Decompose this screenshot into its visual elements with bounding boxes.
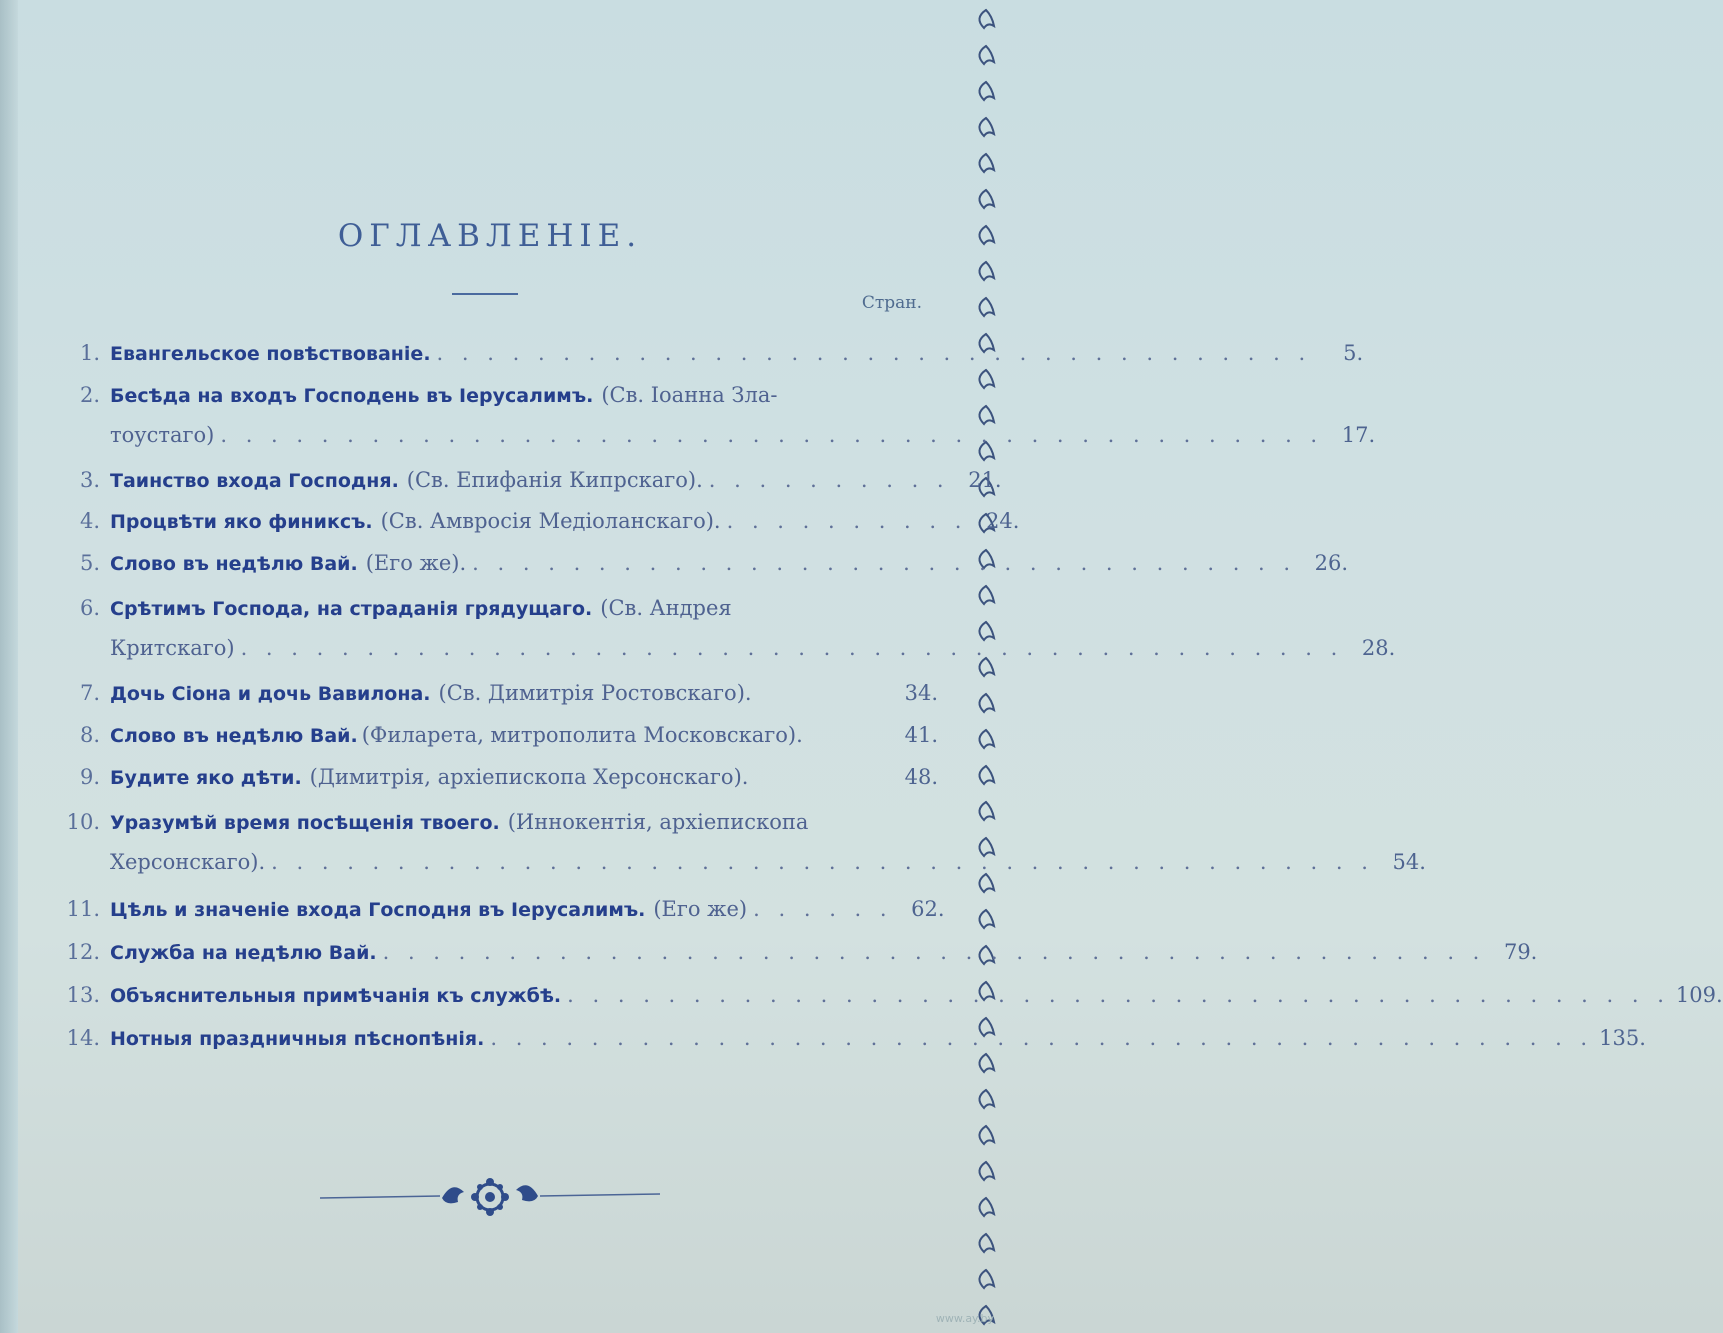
dot-leader: . . . . . . . . . . . . . . . . . . . . . . . . . . . . . . . . . xyxy=(472,551,1297,575)
tailpiece-ornament xyxy=(320,1168,660,1228)
border-motif xyxy=(979,1234,994,1252)
entry-page: 135. xyxy=(1599,1026,1646,1050)
entry-title: Процвѣти яко финиксъ. xyxy=(110,511,373,533)
entry-page: 62. xyxy=(911,897,945,921)
entry-title: Евангельское повѣствованіе. xyxy=(110,343,431,365)
entry-number: 10. xyxy=(66,810,100,834)
entry-title: Служба на недѣлю Вай. xyxy=(110,942,377,964)
toc-entry-2 xyxy=(48,375,1376,455)
entry-source: (Его же). xyxy=(365,551,467,575)
entry-page: 5. xyxy=(1343,341,1364,365)
toc-entry-13 xyxy=(48,975,1723,1015)
page-title: ОГЛАВЛЕНІЕ. xyxy=(337,218,643,254)
title-rule xyxy=(452,293,518,295)
entry-number: 14. xyxy=(66,1026,100,1050)
border-motif xyxy=(979,10,994,28)
entry-source: (Св. Епифанія Кипрскаго). xyxy=(406,468,703,492)
border-motif xyxy=(979,694,994,712)
entry-source: (Филарета, митрополита Московскаго). xyxy=(361,723,803,747)
dot-leader: . . . . . . . . . . . . . . . . . . . . . . . . . . . . . . . . . . . . . . . . . . . . xyxy=(271,850,1374,874)
entry-number: 1. xyxy=(79,341,100,365)
border-motif xyxy=(979,1198,994,1216)
entry-page: 28. xyxy=(1361,636,1396,660)
toc-entry-3 xyxy=(48,460,1002,500)
entry-title: Дочь Сіона и дочь Вавилона. xyxy=(110,683,431,705)
entry-title: Будите яко дѣти. xyxy=(110,767,302,789)
entry-page: 54. xyxy=(1392,850,1426,874)
entry-page: 48. xyxy=(904,765,938,789)
border-motif xyxy=(979,1090,994,1108)
entry-page: 24. xyxy=(986,509,1020,533)
entry-page: 79. xyxy=(1503,940,1538,964)
toc-entry-9 xyxy=(48,757,938,797)
border-motif xyxy=(979,802,994,820)
entry-title: Таинство входа Господня. xyxy=(110,470,399,492)
entry-source: (Св. Іоанна Зла- xyxy=(601,383,778,407)
entry-title: Бесѣда на входъ Господень въ Іерусалимъ. xyxy=(110,385,594,407)
border-motif xyxy=(979,82,994,100)
dot-leader: . . . . . . . . . . . . . . . . . . . . . . . . . . . . . . . . . . . . . . . . . . . . xyxy=(490,1026,1594,1050)
dot-leader: . . . . . . . . . . xyxy=(726,509,968,533)
toc-entry-12 xyxy=(48,932,1538,972)
border-motif xyxy=(979,118,994,136)
entry-page: 34. xyxy=(904,681,938,705)
entry-source-cont: тоустаго) xyxy=(110,423,215,447)
border-motif xyxy=(979,262,994,280)
entry-source: (Его же) xyxy=(653,897,748,921)
entry-number: 5. xyxy=(79,551,100,575)
border-motif xyxy=(979,586,994,604)
toc-entry-4 xyxy=(48,501,1020,541)
border-motif xyxy=(979,766,994,784)
border-motif xyxy=(979,298,994,316)
border-motif xyxy=(979,1162,994,1180)
border-motif xyxy=(979,226,994,244)
toc-entry-8 xyxy=(48,715,938,755)
entry-title: Слово въ недѣлю Вай. xyxy=(110,553,358,575)
border-motif xyxy=(979,730,994,748)
dot-leader: . . . . . . . . . . . . . . . . . . . . . . . . . . . . . . . . . . . . . . . . . . . . xyxy=(240,636,1344,660)
entry-source-cont: Херсонскаго). xyxy=(110,850,266,874)
dot-leader: . . . . . . . . . . . . . . . . . . . . . . . . . . . . . . . . . . . xyxy=(436,341,1312,365)
border-motif xyxy=(979,1270,994,1288)
dot-leader: . . . . . . xyxy=(753,897,893,921)
toc-entry-14 xyxy=(48,1018,1646,1058)
entry-number: 6. xyxy=(79,596,100,620)
entry-source: (Св. Амвросія Медіоланскаго). xyxy=(380,509,721,533)
page-column-header: Стран. xyxy=(861,293,922,313)
entry-number: 13. xyxy=(66,983,100,1007)
toc-entry-1 xyxy=(48,333,1364,373)
entry-number: 12. xyxy=(66,940,100,964)
entry-number: 7. xyxy=(79,681,100,705)
entry-number: 3. xyxy=(79,468,100,492)
entry-page: 41. xyxy=(904,723,938,747)
toc-entry-7 xyxy=(48,673,938,713)
entry-number: 8. xyxy=(79,723,100,747)
entry-page: 26. xyxy=(1314,551,1349,575)
entry-title: Слово въ недѣлю Вай. xyxy=(110,725,358,747)
border-motif xyxy=(979,190,994,208)
border-motif xyxy=(979,46,994,64)
toc-entry-10 xyxy=(48,802,1426,882)
watermark: www.ay.by xyxy=(935,1312,994,1325)
dot-leader: . . . . . . . . . . . . . . . . . . . . . . . . . . . . . . . . . . . . . . . . . . . . xyxy=(382,940,1486,964)
dot-leader: . . . . . . . . . . . . . . . . . . . . . . . . . . . . . . . . . . . . . . . . . . . . xyxy=(220,423,1324,447)
border-motif xyxy=(979,154,994,172)
toc-entry-6 xyxy=(48,588,1396,668)
entry-number: 2. xyxy=(79,383,100,407)
entry-page: 109. xyxy=(1675,983,1723,1007)
entry-number: 9. xyxy=(79,765,100,789)
entry-page: 21. xyxy=(968,468,1002,492)
entry-title: Цѣль и значеніе входа Господня въ Іерусалимъ. xyxy=(110,899,646,921)
dot-leader: . . . . . . . . . . xyxy=(708,468,950,492)
entry-title: Срѣтимъ Господа, на страданія грядущаго. xyxy=(110,598,593,620)
border-motif xyxy=(979,1126,994,1144)
toc-entry-5 xyxy=(48,543,1349,583)
entry-source: (Св. Димитрія Ростовскаго). xyxy=(438,681,752,705)
entry-page: 17. xyxy=(1341,423,1376,447)
entry-number: 11. xyxy=(66,897,100,921)
entry-source: (Иннокентія, архіепископа xyxy=(507,810,809,834)
entry-source: (Димитрія, архіепископа Херсонскаго). xyxy=(309,765,749,789)
entry-title: Уразумѣй время посѣщенія твоего. xyxy=(110,812,500,834)
entry-source: (Св. Андрея xyxy=(600,596,732,620)
entry-number: 4. xyxy=(79,509,100,533)
toc-entry-11 xyxy=(48,889,945,929)
page-edge xyxy=(0,0,18,1333)
dot-leader: . . . . . . . . . . . . . . . . . . . . . . . . . . . . . . . . . . . . . . . . . . . . xyxy=(567,983,1670,1007)
entry-title: Объяснительныя примѣчанія къ службѣ. xyxy=(110,985,562,1007)
entry-title: Нотныя праздничныя пѣснопѣнія. xyxy=(110,1028,485,1050)
entry-source-cont: Критскаго) xyxy=(110,636,235,660)
border-motif xyxy=(979,910,994,928)
